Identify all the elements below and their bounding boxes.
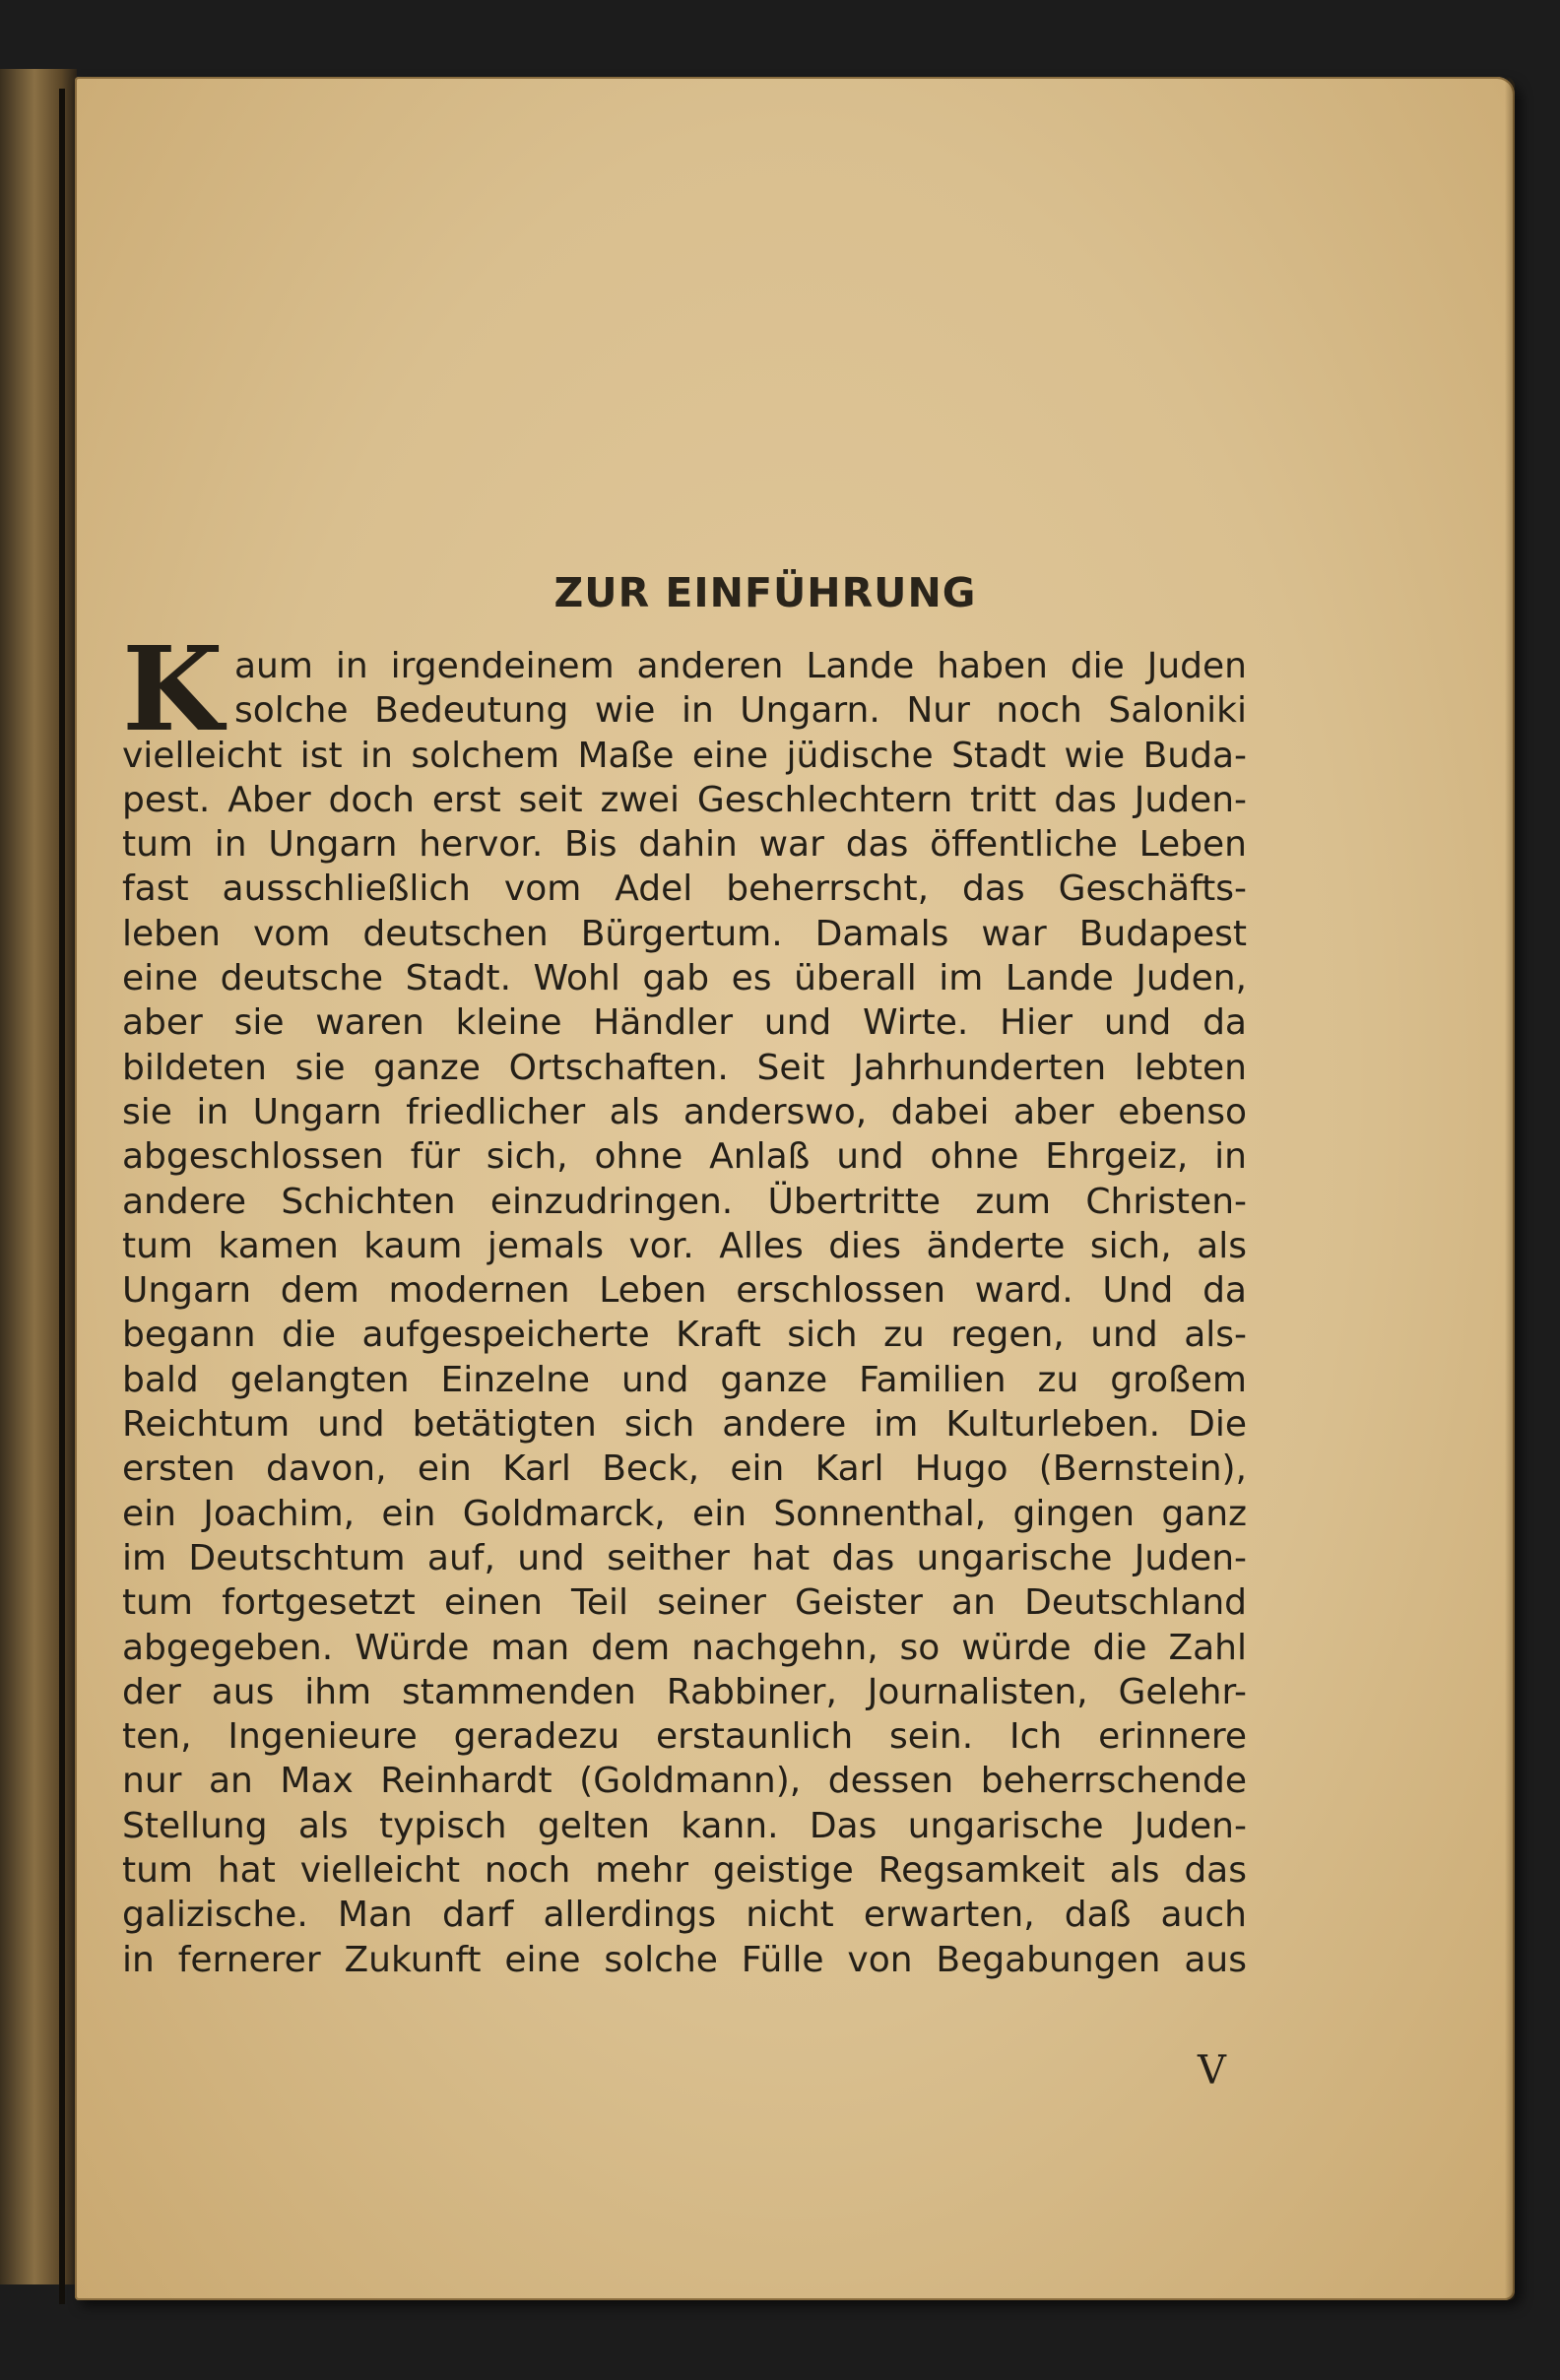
text-line: nur an Max Reinhardt (Goldmann), dessen beherrschende — [122, 1761, 1247, 1802]
text-line: in fernerer Zukunft eine solche Fülle von Begabungen aus — [122, 1939, 1247, 1980]
adjacent-page-edge — [0, 69, 77, 2284]
text-line: Reichtum und betätigten sich andere im Kulturleben. Die — [122, 1404, 1247, 1446]
text-line: galizische. Man darf allerdings nicht erwarten, daß auch — [122, 1895, 1247, 1936]
text-line: sie in Ungarn friedlicher als anderswo, dabei aber ebenso — [122, 1091, 1247, 1132]
text-line: eine deutsche Stadt. Wohl gab es überall im Lande Juden, — [122, 958, 1247, 999]
text-line: ten, Ingenieure geradezu erstaunlich sein. Ich erinnere — [122, 1716, 1247, 1758]
text-line: der aus ihm stammenden Rabbiner, Journalisten, Gelehr- — [122, 1671, 1247, 1712]
text-line: leben vom deutschen Bürgertum. Damals war Budapest — [122, 913, 1247, 954]
text-line: ein Joachim, ein Goldmarck, ein Sonnenthal, gingen ganz — [122, 1493, 1247, 1534]
text-line: Stellung als typisch gelten kann. Das ungarische Juden- — [122, 1805, 1247, 1846]
text-line: Ungarn dem modernen Leben erschlossen ward. Und da — [122, 1270, 1247, 1312]
text-line: ersten davon, ein Karl Beck, ein Karl Hugo (Bernstein), — [122, 1448, 1247, 1490]
page-title: ZUR EINFÜHRUNG — [553, 569, 977, 616]
text-line: abgeschlossen für sich, ohne Anlaß und ohne Ehrgeiz, in — [122, 1136, 1247, 1178]
text-line: begann die aufgespeicherte Kraft sich zu regen, und als- — [122, 1315, 1247, 1356]
book-spine — [59, 89, 65, 2304]
text-line: abgegeben. Würde man dem nachgehn, so würde die Zahl — [122, 1627, 1247, 1668]
text-line: tum fortgesetzt einen Teil seiner Geister an Deutschland — [122, 1582, 1247, 1624]
text-line: tum in Ungarn hervor. Bis dahin war das öffentliche Leben — [122, 824, 1247, 866]
body-text — [122, 644, 1247, 1982]
text-line: tum hat vielleicht noch mehr geistige Regsamkeit als das — [122, 1850, 1247, 1892]
text-line: pest. Aber doch erst seit zwei Geschlechtern tritt das Juden- — [122, 779, 1247, 820]
text-line: bildeten sie ganze Ortschaften. Seit Jahrhunderten lebten — [122, 1047, 1247, 1088]
text-line: vielleicht ist in solchem Maße eine jüdische Stadt wie Buda- — [122, 735, 1247, 776]
page-number: V — [1198, 2048, 1226, 2093]
drop-cap-letter: K — [122, 620, 224, 757]
text-line: aber sie waren kleine Händler und Wirte. Hier und da — [122, 1002, 1247, 1044]
text-line: fast ausschließlich vom Adel beherrscht, das Geschäfts- — [122, 868, 1247, 910]
book-page — [75, 77, 1515, 2300]
text-line: solche Bedeutung wie in Ungarn. Nur noch Saloniki — [234, 690, 1247, 732]
text-line: bald gelangten Einzelne und ganze Familien zu großem — [122, 1359, 1247, 1400]
text-line: tum kamen kaum jemals vor. Alles dies änderte sich, als — [122, 1225, 1247, 1266]
text-line: aum in irgendeinem anderen Lande haben die Juden — [234, 646, 1247, 686]
text-line: andere Schichten einzudringen. Übertritte zum Christen- — [122, 1181, 1247, 1222]
text-line: im Deutschtum auf, und seither hat das ungarische Juden- — [122, 1537, 1247, 1578]
